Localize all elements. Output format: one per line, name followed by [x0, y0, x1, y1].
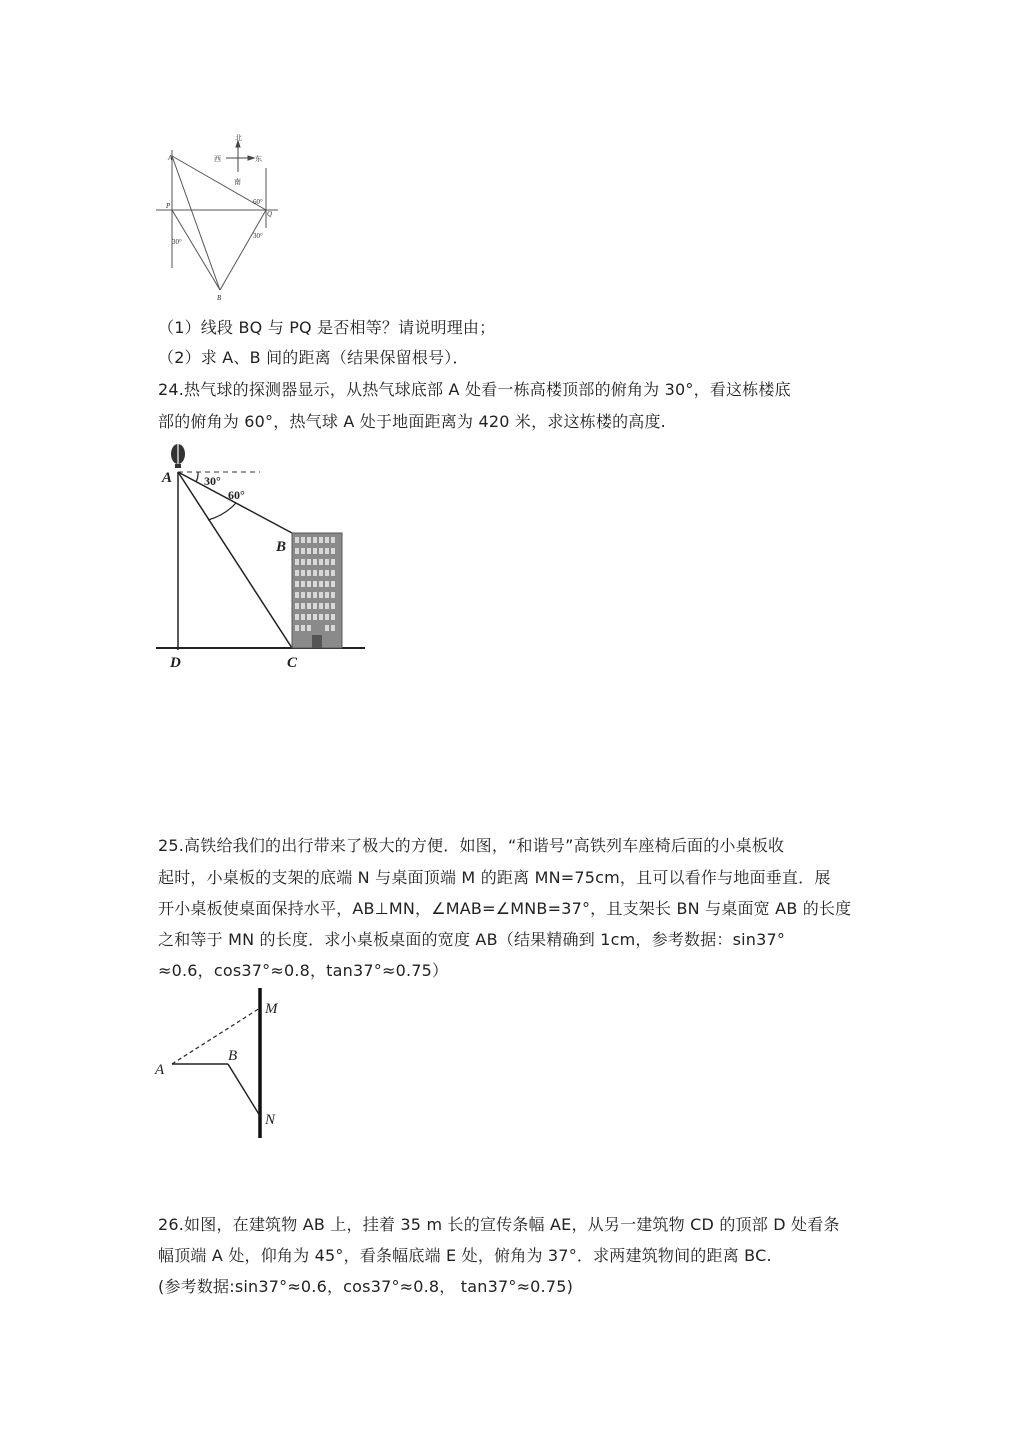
- point-q-label: Q: [267, 210, 273, 218]
- point-m-label: M: [265, 1001, 278, 1017]
- q23-part1: （1）线段 BQ 与 PQ 是否相等？请说明理由；: [158, 318, 496, 337]
- line-bn: [228, 1064, 260, 1116]
- point-a-label: A: [162, 470, 173, 486]
- figure-apqb: [150, 128, 290, 308]
- line-am-dashed: [172, 1008, 260, 1064]
- q26-line1: 26.如图，在建筑物 AB 上，挂着 35 m 长的宣传条幅 AE，从另一建筑物 CD 的顶部 D 处看条: [158, 1215, 840, 1234]
- q25-line4: 之和等于 MN 的长度．求小桌板桌面的宽度 AB（结果精确到 1cm，参考数据：sin37°: [158, 930, 786, 949]
- line-qb: [220, 210, 266, 290]
- q25-line5: ≈0.6，cos37°≈0.8，tan37°≈0.75）: [158, 961, 449, 980]
- angle-60-arc: [208, 503, 236, 520]
- point-b-label: B: [228, 1048, 238, 1064]
- q23-part2: （2）求 A、B 间的距离（结果保留根号）．: [158, 348, 469, 367]
- building-icon: [292, 533, 342, 648]
- point-a-label: A: [155, 1062, 165, 1078]
- south-label: 南: [234, 178, 241, 186]
- angle-60-label: 60°: [228, 488, 245, 502]
- point-b-label: B: [217, 294, 222, 302]
- line-ab: [178, 472, 292, 533]
- q25-line3: 开小桌板使桌面保持水平，AB⊥MN，∠MAB=∠MNB=37°，且支架长 BN 与桌面宽 AB 的长度: [158, 899, 852, 918]
- point-p-label: P: [166, 202, 171, 210]
- angle-60-label: 60°: [253, 198, 263, 206]
- q24-line2: 部的俯角为 60°，热气球 A 处于地面距离为 420 米，求这栋楼的高度.: [158, 412, 666, 431]
- q24-line1: 24.热气球的探测器显示，从热气球底部 A 处看一栋高楼顶部的俯角为 30°，看这栋楼底: [158, 380, 791, 399]
- q26-line3: (参考数据:sin37°≈0.6，cos37°≈0.8， tan37°≈0.75): [158, 1277, 574, 1296]
- point-c-label: C: [287, 655, 298, 671]
- west-label: 西: [214, 155, 221, 163]
- q26-line2: 幅顶端 A 处，仰角为 45°，看条幅底端 E 处，俯角为 37°．求两建筑物间的距离 BC.: [158, 1246, 772, 1265]
- angle-30-label: 30°: [204, 474, 221, 488]
- figure-tray-table: [150, 982, 300, 1142]
- point-a-label: A: [168, 154, 173, 162]
- compass-rose: [226, 141, 254, 172]
- hot-air-balloon-icon: [171, 444, 185, 468]
- line-ab: [172, 156, 220, 290]
- line-aq: [172, 156, 266, 210]
- point-n-label: N: [265, 1112, 276, 1128]
- angle-30-p-label: 30°: [172, 238, 182, 246]
- angle-30-q-label: 30°: [253, 232, 263, 240]
- q25-line1: 25.高铁给我们的出行带来了极大的方便．如图，“和谐号”高铁列车座椅后面的小桌板收: [158, 836, 785, 855]
- figure-balloon-building: [150, 440, 380, 680]
- q25-line2: 起时，小桌板的支架的底端 N 与桌面顶端 M 的距离 MN=75cm，且可以看作与地面垂直．展: [158, 868, 831, 887]
- north-label: 北: [235, 134, 242, 142]
- angle-30-arc: [196, 472, 198, 482]
- east-label: 东: [255, 155, 262, 163]
- point-b-label: B: [276, 539, 287, 555]
- point-d-label: D: [170, 655, 181, 671]
